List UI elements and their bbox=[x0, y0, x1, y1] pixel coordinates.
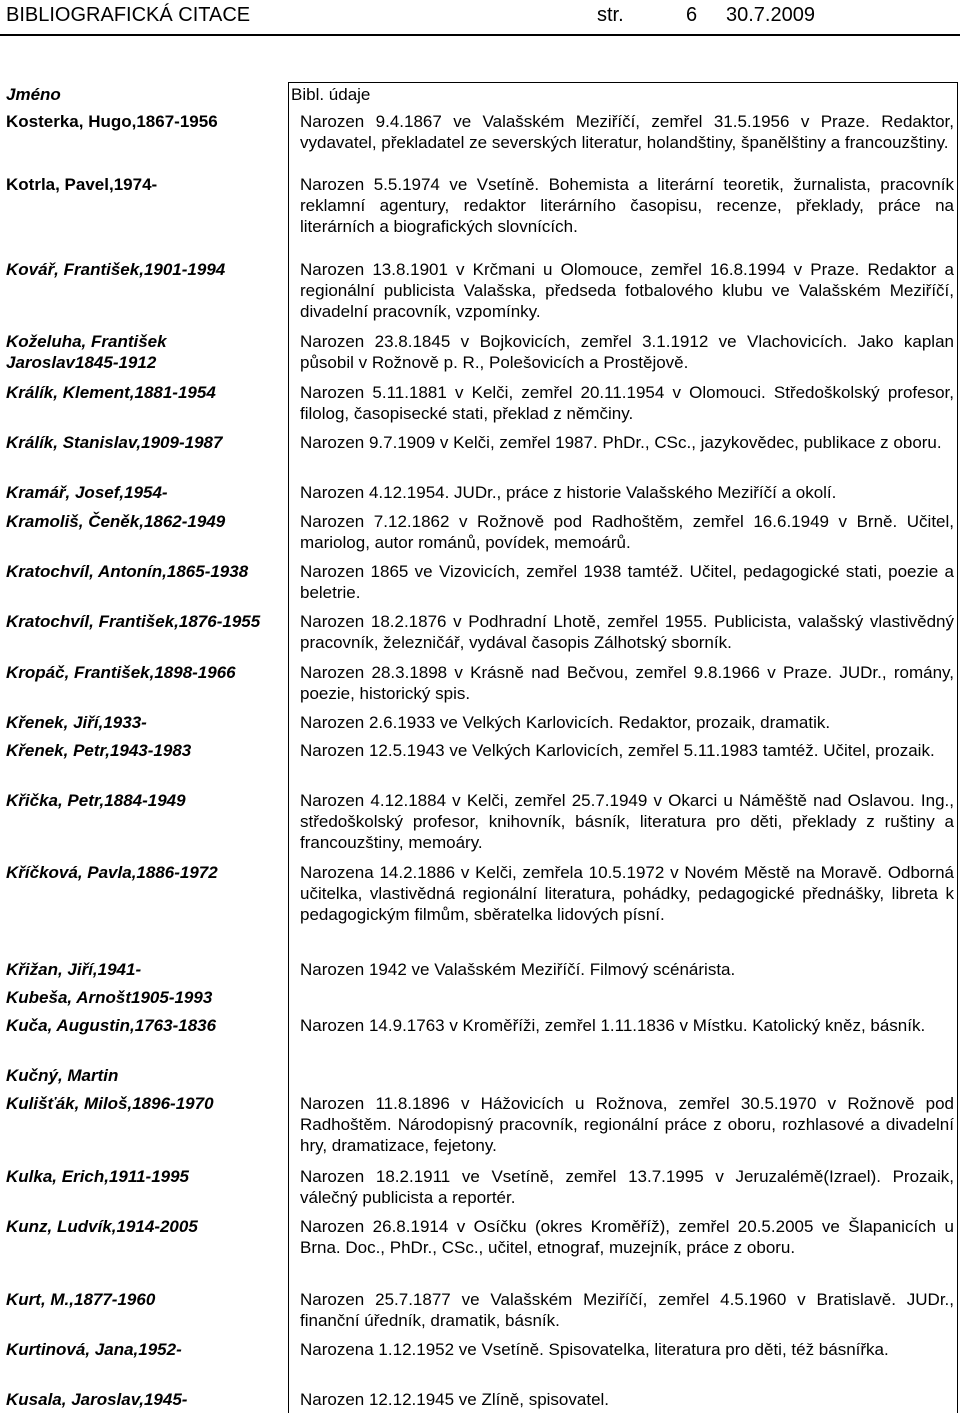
entry-bibl: Narozen 23.8.1845 v Bojkovicích, zemřel 3.1.1912 ve Vlachovicích. Jako kaplan působil v Rožnově p. R., Polešovicích a Prostějově. bbox=[300, 332, 954, 372]
entry-bibl: Narozen 13.8.1901 v Krčmani u Olomouce, zemřel 16.8.1994 v Praze. Redaktor a regionální publicista Valašska, předseda fotbalového klubu ve Valašském Meziříčí, divadelní pracovník, vzpomínky. bbox=[300, 260, 954, 321]
entry-bibl: Narozen 9.4.1867 ve Valašském Meziříčí, zemřel 31.5.1956 v Praze. Redaktor, vydavatel, překladatel ze severských literatur, holandštiny, španělštiny a francouzštiny. bbox=[300, 112, 954, 152]
entry-name: Kurt, M.,1877-1960 bbox=[6, 1290, 156, 1309]
entry-name: Králík, Klement,1881-1954 bbox=[6, 383, 216, 402]
entry-bibl: Narozen 12.12.1945 ve Zlíně, spisovatel. bbox=[300, 1390, 610, 1409]
entry-name: Kunz, Ludvík,1914-2005 bbox=[6, 1217, 198, 1236]
entry-name: Kosterka, Hugo,1867-1956 bbox=[6, 112, 218, 131]
column-header-bibl: Bibl. údaje bbox=[291, 85, 371, 104]
entry-name: Kříčková, Pavla,1886-1972 bbox=[6, 863, 218, 882]
entry-name: Kratochvíl, František,1876-1955 bbox=[6, 612, 261, 631]
entry-bibl: Narozen 18.2.1911 ve Vsetíně, zemřel 13.7.1995 v Jeruzalémě(Izrael). Prozaik, válečný publicista a reportér. bbox=[300, 1167, 954, 1207]
entry-name: Kuča, Augustin,1763-1836 bbox=[6, 1016, 217, 1035]
entry-bibl: Narozen 7.12.1862 v Rožnově pod Radhoštěm, zemřel 16.6.1949 v Brně. Učitel, mariolog, autor románů, povídek, memoárů. bbox=[300, 512, 954, 552]
entry-bibl: Narozen 18.2.1876 v Podhradní Lhotě, zemřel 1955. Publicista, valašský vlastivědný pracovník, železničář, vydával časopis Zálhotský sborník. bbox=[300, 612, 954, 652]
page-label: str. bbox=[597, 4, 624, 26]
entry-name: Křička, Petr,1884-1949 bbox=[6, 791, 186, 810]
entry-name: Kubeša, Arnošt1905-1993 bbox=[6, 988, 213, 1007]
header-rule bbox=[0, 34, 960, 36]
entry-bibl: Narozen 26.8.1914 v Osíčku (okres Kroměříž), zemřel 20.5.2005 ve Šlapanicích u Brna. Doc., PhDr., CSc., učitel, etnograf, muzejník, práce z oboru. bbox=[300, 1217, 954, 1257]
entry-bibl: Narozen 1942 ve Valašském Meziříčí. Filmový scénárista. bbox=[300, 960, 736, 979]
entry-name: Koželuha, František Jaroslav1845-1912 bbox=[6, 332, 167, 372]
entry-name: Kurtinová, Jana,1952- bbox=[6, 1340, 182, 1359]
entry-bibl: Narozen 4.12.1954. JUDr., práce z historie Valašského Meziříčí a okolí. bbox=[300, 483, 837, 502]
entry-bibl: Narozen 2.6.1933 ve Velkých Karlovicích. Redaktor, prozaik, dramatik. bbox=[300, 713, 831, 732]
entry-name: Kratochvíl, Antonín,1865-1938 bbox=[6, 562, 249, 581]
document-date: 30.7.2009 bbox=[726, 4, 815, 26]
entry-bibl: Narozen 9.7.1909 v Kelči, zemřel 1987. PhDr., CSc., jazykovědec, publikace z oboru. bbox=[300, 433, 942, 452]
entry-name: Kovář, František,1901-1994 bbox=[6, 260, 226, 279]
entry-bibl: Narozen 5.5.1974 ve Vsetíně. Bohemista a literární teoretik, žurnalista, pracovník reklamní agentury, redaktor literárního časopisu, recenze, překlady, práce na literárních a biografických slovnících. bbox=[300, 175, 954, 236]
entry-bibl: Narozen 11.8.1896 v Hážovicích u Rožnova, zemřel 30.5.1970 v Rožnově pod Radhoštěm. Národopisný pracovník, regionální práce z oboru, rozhlasové a divadelní hry, dramatizace, fejetony. bbox=[300, 1094, 954, 1155]
entry-name: Kramoliš, Čeněk,1862-1949 bbox=[6, 512, 226, 531]
entry-name: Kusala, Jaroslav,1945- bbox=[6, 1390, 188, 1409]
entry-name: Kramář, Josef,1954- bbox=[6, 483, 168, 502]
entry-bibl: Narozen 4.12.1884 v Kelči, zemřel 25.7.1949 v Okarci u Náměště nad Oslavou. Ing., středoškolský profesor, knihovník, básník, literatura pro děti, překlady z ruštiny a francouzštiny, memoáry. bbox=[300, 791, 954, 852]
column-header-name: Jméno bbox=[6, 85, 61, 104]
entry-name: Křenek, Petr,1943-1983 bbox=[6, 741, 192, 760]
entry-name: Kulka, Erich,1911-1995 bbox=[6, 1167, 190, 1186]
entry-name: Křenek, Jiří,1933- bbox=[6, 713, 147, 732]
entry-name: Kučný, Martin bbox=[6, 1066, 119, 1085]
entry-bibl: Narozen 14.9.1763 v Kroměříži, zemřel 1.11.1836 v Místku. Katolický kněz, básník. bbox=[300, 1016, 926, 1035]
entry-bibl: Narozena 14.2.1886 v Kelči, zemřela 10.5.1972 v Novém Městě na Moravě. Odborná učitelka, vlastivědná regionální literatura, pohádky, pedagogické přednášky, libreta k pedagogickým filmům, sběratelka lidových písní. bbox=[300, 863, 954, 924]
entry-bibl: Narozen 28.3.1898 v Krásně nad Bečvou, zemřel 9.8.1966 v Praze. JUDr., romány, poezie, historický spis. bbox=[300, 663, 954, 703]
entry-name: Křižan, Jiří,1941- bbox=[6, 960, 142, 979]
entry-name: Kropáč, František,1898-1966 bbox=[6, 663, 236, 682]
entry-bibl: Narozen 5.11.1881 v Kelči, zemřel 20.11.1954 v Olomouci. Středoškolský profesor, filolog, časopisecké stati, překlad z němčiny. bbox=[300, 383, 954, 423]
entry-bibl: Narozen 1865 ve Vizovicích, zemřel 1938 tamtéž. Učitel, pedagogické stati, poezie a beletrie. bbox=[300, 562, 954, 602]
document-title: BIBLIOGRAFICKÁ CITACE bbox=[6, 4, 251, 26]
entry-bibl: Narozen 12.5.1943 ve Velkých Karlovicích, zemřel 5.11.1983 tamtéž. Učitel, prozaik. bbox=[300, 741, 935, 760]
entry-bibl: Narozena 1.12.1952 ve Vsetíně. Spisovatelka, literatura pro děti, též básnířka. bbox=[300, 1340, 889, 1359]
entry-name: Králík, Stanislav,1909-1987 bbox=[6, 433, 223, 452]
entry-name: Kulišťák, Miloš,1896-1970 bbox=[6, 1094, 214, 1113]
entry-bibl: Narozen 25.7.1877 ve Valašském Meziříčí, zemřel 4.5.1960 v Bratislavě. JUDr., finanční úředník, dramatik, básník. bbox=[300, 1290, 954, 1330]
page-number: 6 bbox=[686, 4, 698, 26]
entry-name: Kotrla, Pavel,1974- bbox=[6, 175, 158, 194]
